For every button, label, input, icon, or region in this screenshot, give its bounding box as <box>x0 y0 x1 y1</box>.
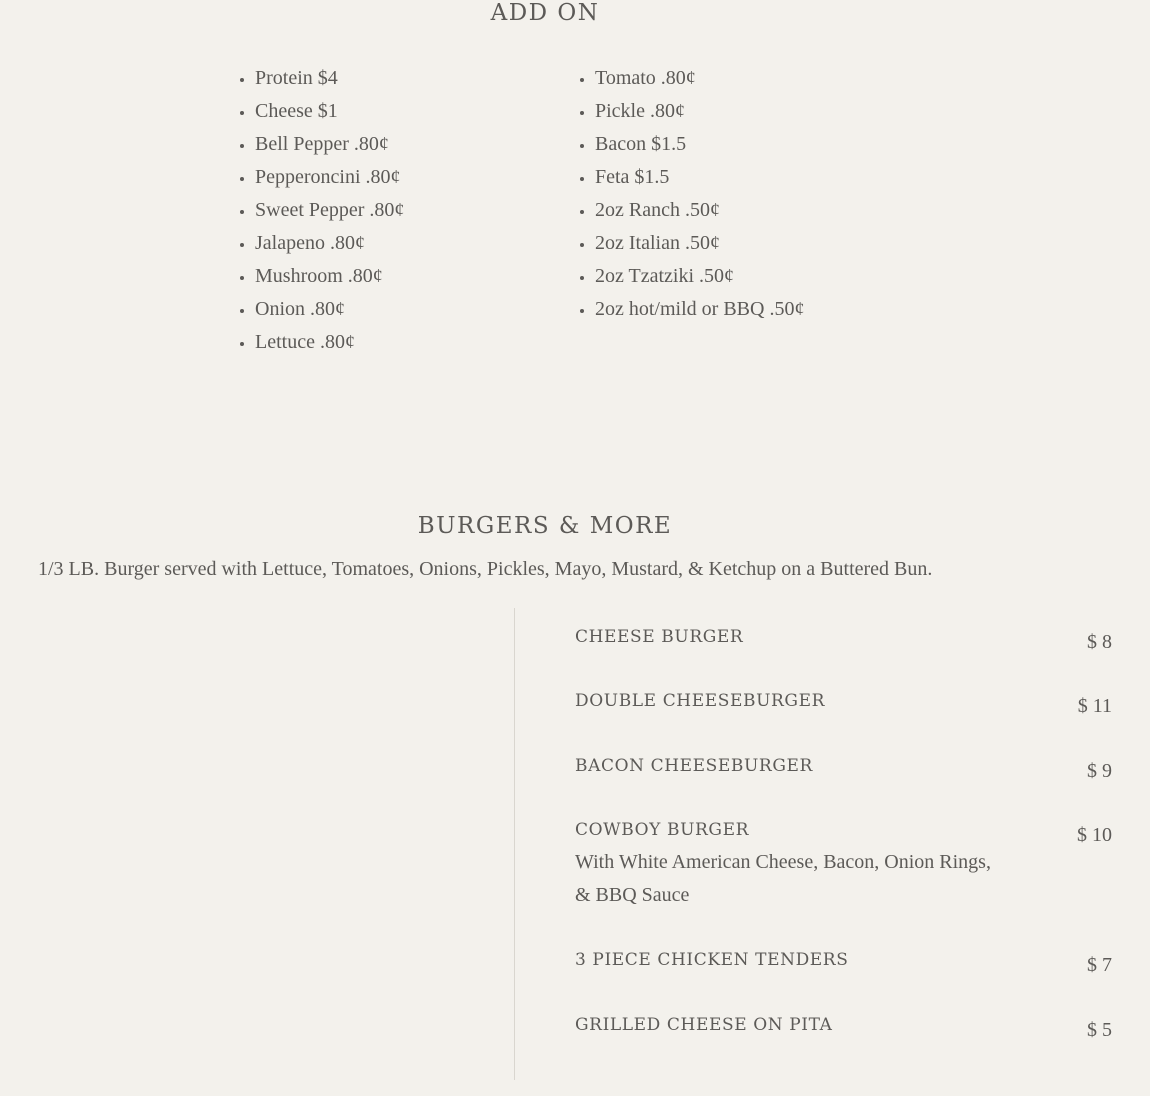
menu-item-name: COWBOY BURGER <box>575 820 749 840</box>
addon-item: • Jalapeno .80¢ <box>255 227 404 260</box>
addon-item: • Bacon $1.5 <box>595 128 804 161</box>
addon-item: • 2oz Ranch .50¢ <box>595 194 804 227</box>
burgers-description: 1/3 LB. Burger served with Lettuce, Tomatoes, Onions, Pickles, Mayo, Mustard, & Ketchup on a Buttered Bun. <box>38 558 933 580</box>
addon-item: • Feta $1.5 <box>595 161 804 194</box>
addon-item: • Pickle .80¢ <box>595 95 804 128</box>
addon-item: • Cheese $1 <box>255 95 404 128</box>
addon-item: • Mushroom .80¢ <box>255 260 404 293</box>
menu-item-price: $ 8 <box>1087 631 1112 653</box>
menu-item-description: With White American Cheese, Bacon, Onion Rings, & BBQ Sauce <box>575 851 991 906</box>
menu-item-name: BACON CHEESEBURGER <box>575 756 813 776</box>
addon-item: • 2oz hot/mild or BBQ .50¢ <box>595 293 804 326</box>
menu-item-price: $ 5 <box>1087 1019 1112 1041</box>
addon-list-right <box>575 62 804 326</box>
menu-item-price: $ 11 <box>1077 695 1112 717</box>
addon-item: • Pepperoncini .80¢ <box>255 161 404 194</box>
column-divider <box>514 608 515 1080</box>
addon-item: • Tomato .80¢ <box>595 62 804 95</box>
addon-section-title: ADD ON <box>490 0 600 26</box>
addon-item: • Bell Pepper .80¢ <box>255 128 404 161</box>
burgers-section-title: BURGERS & MORE <box>417 513 673 539</box>
addon-list-left <box>235 62 404 359</box>
menu-item-name: CHEESE BURGER <box>575 627 744 647</box>
menu-item-price: $ 10 <box>1077 824 1112 846</box>
menu-item-price: $ 7 <box>1087 954 1112 976</box>
menu-item-name: GRILLED CHEESE ON PITA <box>575 1015 833 1035</box>
addon-item: • Protein $4 <box>255 62 404 95</box>
addon-item: • Sweet Pepper .80¢ <box>255 194 404 227</box>
menu-item-price: $ 9 <box>1087 760 1112 782</box>
menu-item-name: DOUBLE CHEESEBURGER <box>575 691 826 711</box>
addon-item: • Lettuce .80¢ <box>255 326 404 359</box>
addon-item: • 2oz Tzatziki .50¢ <box>595 260 804 293</box>
menu-item-name: 3 PIECE CHICKEN TENDERS <box>575 950 849 970</box>
addon-item: • 2oz Italian .50¢ <box>595 227 804 260</box>
addon-item: • Onion .80¢ <box>255 293 404 326</box>
